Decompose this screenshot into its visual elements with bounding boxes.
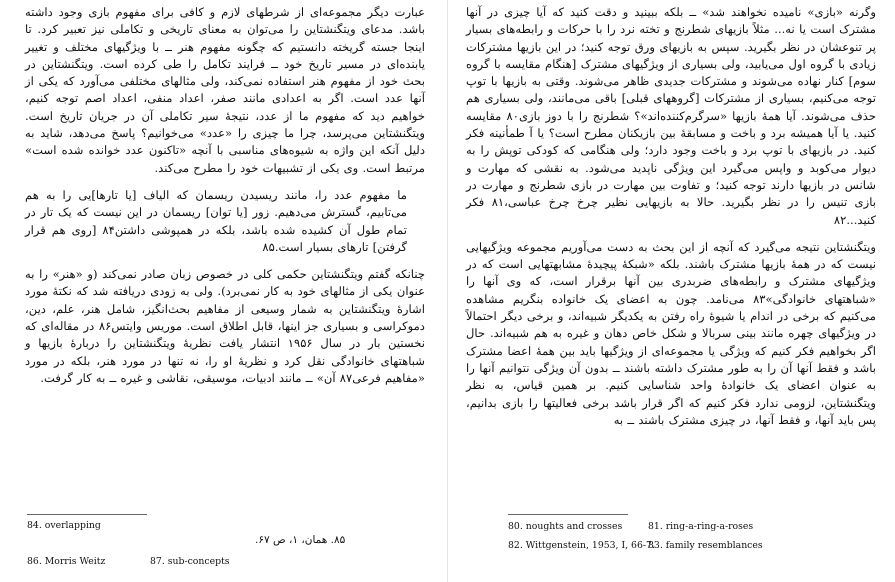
- left-footnote-rule: [27, 514, 147, 515]
- footnote-82: 82. Wittgenstein, 1953, I, 66-7.: [508, 540, 655, 551]
- footnote-83: 83. family resemblances: [648, 540, 763, 551]
- left-page: [0, 0, 447, 582]
- right-paragraph-1: وگرنه «بازی» نامیده نخواهند شد» ــ بلکه ببینید و دقت کنید که آیا چیزی در آنها مشترک است یا نه... مثلاً بازیهای شطرنج و تخته نرد را با حرکات و رابطه‌های بسیار پر تنوعشان در نظر بگیرید. سپس به بازیهای ورق توجه کنید؛ در این بازیها مشترکات زیادی با گروه اول می‌یابید، ولی بسیاری از ویژگیهای مشترک [هنگام مقایسه با گروه سوم] کنار نهاده می‌شوند و مشترکات جدیدی ظاهر می‌شوند. وقتی به بازیها با توپ توجه می‌کنیم، بسیاری از مشترکات [گروههای قبلی] باقی می‌مانند، ولی بسیاری هم حذف می‌شوند. آیا همهٔ بازیها «سرگرم‌کننده‌اند»؟ شطرنج را با دوز بازی۸۰ مقایسه کنید. یا آیا همیشه برد و باخت و مسابقهٔ بین بازیکنان مطرح است؟ یا آ طمأنینه فکر کنید. در بازیهای با توپ برد و باخت وجود دارد؛ ولی هنگامی که کودکی توپش را به دیوار می‌کوبد و واپس می‌گیرد این ویژگی ناپدید می‌شود. به نقشی که مهارت و شانس در بازیها دارند توجه کنید؛ و تفاوت بین مهارت در بازی شطرنج و مهارت در بازی تنیس را در نظر بگیرید. حالا به بازیهایی نظیر چرخ چرخ عباسی،۸۱ فکر کنید...۸۲: [466, 5, 876, 227]
- right-footnote-rule: [508, 514, 628, 515]
- footnote-87: 87. sub-concepts: [150, 556, 230, 567]
- left-paragraph-1: عبارت دیگر مجموعه‌ای از شرطهای لازم و کافی برای مفهوم بازی وجود داشته باشد. مدعای ویتگنشتاین را می‌توان به معنای تاریخی و تکاملی نیز تعبیر کرد. تا اینجا جسته گریخته دانستیم که چگونه مفهوم هنر ــ با ویژگیهای مختلف و تغییر یابنده‌ای در مسیر تاریخ خود ــ فرایند تکامل را طی کرده است. ویتگنشتاین در بحث خود از مفهوم هنر استفاده نمی‌کند، ولی مثالهای مختلفی می‌آورد که یکی از آنها عدد است. اگر به اعدادی مانند صفر، اعداد منفی، اعداد اصم توجه کنیم، خواهیم دید که مفهوم ما از عدد، نتیجهٔ سیر تکاملی آن در جریان تاریخ است. ویتگنشتاین می‌پرسد، چرا ما چیزی را «عدد» می‌خوانیم؟ پاسخ می‌دهد، شاید به دلیل آنکه این واژه به شیوه‌های مناسبی با آنچه «تاکنون عدد خوانده شده است» مرتبط است. وی یکی از تشبیهات خود را مطرح می‌کند.: [25, 5, 425, 175]
- footnote-81: 81. ring-a-ring-a-roses: [648, 521, 754, 532]
- left-paragraph-3: چنانکه گفتم ویتگنشتاین حکمی کلی در خصوص زبان صادر نمی‌کند (و «هنر» را به عنوان یکی از مثالهای خود به کار نمی‌برد). ولی به زودی دریافته شد که نکتهٔ مورد اشارهٔ ویتگنشتاین به شمار وسیعی از مفاهیم بحث‌انگیز، شامل هنر، علم، دین، دموکراسی و بسیاری جز اینها، قابل اطلاق است. موریس وایتس۸۶ در مقاله‌ای که نخستین بار در سال ۱۹۵۶ انتشار یافت نظریهٔ ویتگنشتاین را دربارهٔ بازیها و شباهتهای خانوادگی نقل کرد و نظریهٔ او را، نه تنها در مورد هنر، بلکه در مورد «مفاهیم فرعی۸۷ آن» ــ مانند ادبیات، موسیقی، نقاشی و غیره ــ به کار گرفت.: [25, 267, 425, 385]
- right-paragraph-2: ویتگنشتاین نتیجه می‌گیرد که آنچه از این بحث به دست می‌آوریم مجموعه ویژگیهایی نیست که در همهٔ بازیها مشترک باشند. بلکه «شبکهٔ پیچیدهٔ مشابهتهایی است که در ویژگیهای مشترک و رابطه‌های ضربدری بین آنها برقرار است، که وی آنها را «شباهتهای خانوادگی»۸۳ می‌نامد. چون به اعضای یک خانواده بنگریم مشاهده می‌کنیم که برخی در اندام یا شیوهٔ راه رفتن به یکدیگر شبیه‌اند، و برخی دیگر احتمالاً در ویژگیهای چهره مانند بینی سربالا و شکل خاص دهان و غیره به هم شبیه‌اند. حال اگر بخواهیم فکر کنیم که ویژگی یا مجموعه‌ای از ویژگیها باید بین همهٔ اعضا مشترک باشد و فقط آنها آن را به طور مشترک داشته باشند ــ بدون آن ویژگی نتوانیم آنها را به عنوان اعضای یک خانوادهٔ واحد شناسایی کنیم. بر همین قیاس، به نظر ویتگنشتاین، لزومی ندارد فکر کنیم که اگر قرار باشد برخی فعالیتها را بازی بدانیم، پس باید آنها، و فقط آنها، در چیزی مشترک باشند ــ به: [466, 239, 876, 427]
- left-block-quote: ما مفهوم عدد را، مانند ریسیدن ریسمان که الیاف [یا تارها]یی را به هم می‌تابیم، گسترش می‌دهیم. زور [یا توان] ریسمان در این نیست که یک تار در تمام طول آن کشیده شده باشد، بلکه در همپوشی داشتن۸۴ [روی هم قرار گرفتن] تارهای بسیار است.۸۵: [25, 187, 407, 254]
- footnote-84: 84. overlapping: [27, 520, 101, 531]
- right-page: [448, 0, 895, 582]
- right-page-body: [466, 4, 876, 429]
- footnote-85: ۸۵. همان، ۱، ص ۶۷.: [255, 534, 346, 546]
- left-page-body: [25, 4, 425, 387]
- footnote-86: 86. Morris Weitz: [27, 556, 106, 567]
- footnote-80: 80. noughts and crosses: [508, 521, 623, 532]
